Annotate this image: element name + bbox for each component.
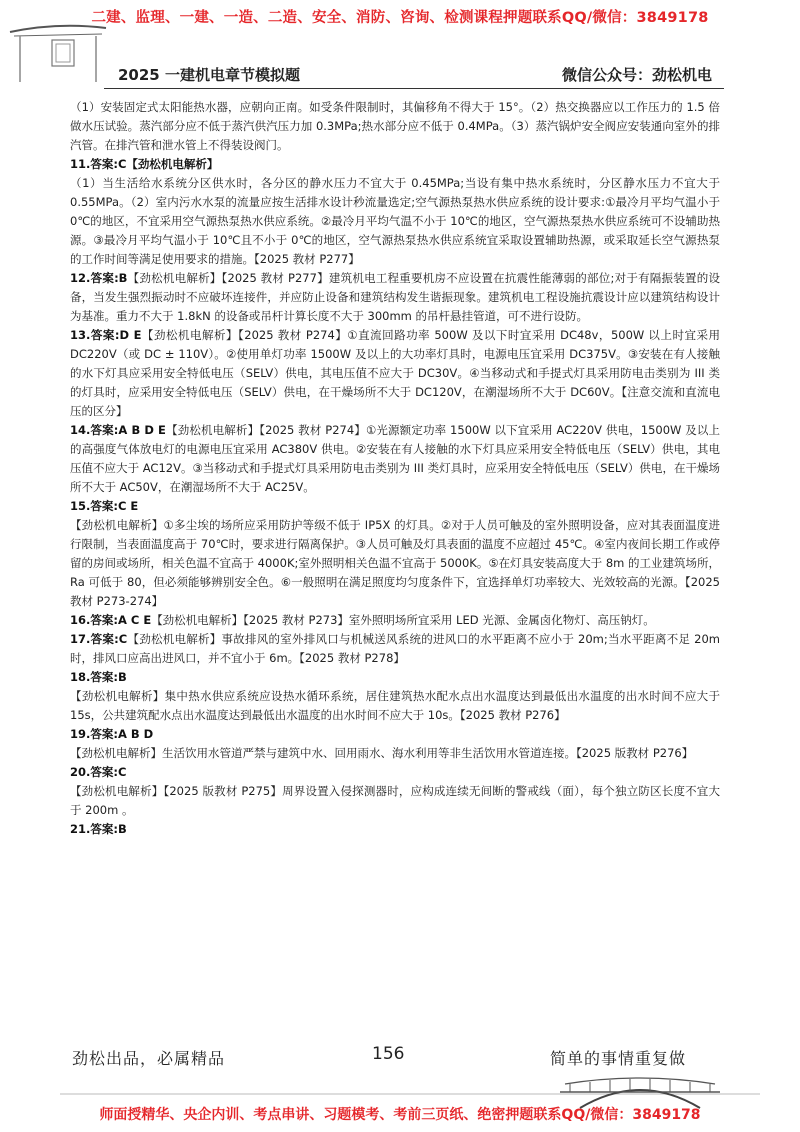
paragraph-text: 【劲松机电解析】【2025 教材 P273】室外照明场所宜采用 LED 光源、金属卤化物灯、高压钠灯。 [151, 613, 655, 627]
paragraph [70, 820, 720, 839]
answer-label: 18.答案:B [70, 670, 127, 684]
paragraph [70, 668, 720, 687]
paragraph-text: （1）安装固定式太阳能热水器，应朝向正南。如受条件限制时，其偏移角不得大于 15°。（2）热交换器应以工作压力的 1.5 倍做水压试验。蒸汽部分应不低于蒸汽供汽压力加 0.3MPa;热水部分应不低于 0.4MPa。（3）蒸汽锅炉安全阀应安装通向室外的排汽管。在排汽管和泄水管上不得装设阀门。 [70, 100, 720, 152]
header-title: 2025 一建机电章节模拟题 [118, 66, 300, 84]
answer-label: 16.答案:A C E [70, 613, 152, 627]
answer-label: 15.答案:C E [70, 499, 139, 513]
answer-label: 13.答案:D E [70, 328, 142, 342]
paragraph-text: 【劲松机电解析】生活饮用水管道严禁与建筑中水、回用雨水、海水利用等非生活饮用水管道连接。【2025 版教材 P276】 [70, 746, 694, 760]
paragraph [70, 155, 720, 174]
paragraph-text: 【劲松机电解析】【2025 教材 P277】建筑机电工程重要机房不应设置在抗震性能薄弱的部位;对于有隔振装置的设备，当发生强烈振动时不应破坏连接件，并应防止设备和建筑结构发生谐振现象。建筑机电工程设施抗震设计应以建筑结构设计为基准。重力不大于 1.8kN 的设备或吊杆计算长度不大于 300mm 的吊杆悬挂管道，可不进行设防。 [70, 271, 720, 323]
paragraph-text: 【劲松机电解析】集中热水供应系统应设热水循环系统，居住建筑热水配水点出水温度达到最低出水温度的出水时间不应大于 15s，公共建筑配水点出水温度达到最低出水温度的出水时间不应大于 10s。【2025 教材 P276】 [70, 689, 720, 722]
footer-slogan: 劲松出品，必属精品 [72, 1049, 226, 1068]
header-divider [104, 88, 724, 89]
paragraph [70, 516, 720, 611]
paragraph-text: （1）当生活给水系统分区供水时，各分区的静水压力不宜大于 0.45MPa;当设有集中热水系统时，分区静水压力不宜大于 0.55MPa。（2）室内污水水泵的流量应按生活排水设计秒流量选定;空气源热泵热水供应系统的设计要求:①最冷月平均气温小于 0℃的地区，不宜采用空气源热泵热水供应系统。②最冷月平均气温不小于 10℃的地区，空气源热泵热水供应系统可不设辅助热源。③最冷月平均气温小于 10℃且不小于 0℃的地区，空气源热泵热水供应系统宜采取设置辅助热源，或采取延长空气源热泵的工作时间等满足使用要求的措施。【2025 教材 P277】 [70, 176, 720, 266]
bottom-promo-banner: 师面授精华、央企内训、考点串讲、习题模考、考前三页纸、绝密押题联系QQ/微信：3849178 [99, 1107, 701, 1123]
answer-label: 19.答案:A B D [70, 727, 154, 741]
paragraph [70, 630, 720, 668]
paragraph [70, 269, 720, 326]
top-promo-banner: 二建、监理、一建、一造、二造、安全、消防、咨询、检测课程押题联系QQ/微信：3849178 [91, 10, 709, 26]
decorative-eave-ornament [8, 22, 108, 88]
paragraph [70, 744, 720, 763]
paragraph-text: 【劲松机电解析】【2025 教材 P274】①直流回路功率 500W 及以下时宜采用 DC48v，500W 以上时宜采用 DC220V（或 DC ± 110V）。②使用单灯功率 1500W 及以上的大功率灯具时，电源电压宜采用 DC375V。③安装在有人接触的水下灯具应采用安全特低电压（SELV）供电，其电压值不应大于 DC30V。④当移动式和手提式灯具采用防电击类别为 III 类的灯具时，应采用安全特低电压（SELV）供电，在干燥场所不大于 DC120V，在潮湿场所不大于 DC60V。【注意交流和直流电压的区分】 [70, 328, 720, 418]
answer-content [70, 98, 720, 839]
paragraph-text: 【劲松机电解析】事故排风的室外排风口与机械送风系统的进风口的水平距离不应小于 20m;当水平距离不足 20m 时，排风口应高出进风口，并不宜小于 6m。【2025 教材 P278】 [70, 632, 720, 665]
paragraph [70, 497, 720, 516]
paragraph-text: 【劲松机电解析】 [126, 157, 219, 171]
paragraph [70, 421, 720, 497]
footer-motto: 简单的事情重复做 [550, 1049, 687, 1068]
paragraph [70, 687, 720, 725]
paragraph [70, 763, 720, 782]
paragraph-text: 【劲松机电解析】①多尘埃的场所应采用防护等级不低于 IP5X 的灯具。②对于人员可触及的室外照明设备，应对其表面温度进行限制，当表面温度高于 70℃时，要求进行隔离保护。③人员可触及灯具表面的温度不应超过 45℃。④室内夜间长期工作或停留的房间或场所，相关色温不宜高于 4000K;室外照明相关色温不宜高于 5000K。⑤在灯具安装高度大于 8m 的工业建筑场所，Ra 可低于 80，但必须能够辨别安全色。⑥一般照明在满足照度均匀度条件下，宜选择单灯功率较大、光效较高的光源。【2025 教材 P273-274】 [70, 518, 720, 608]
answer-label: 17.答案:C [70, 632, 128, 646]
paragraph [70, 174, 720, 269]
answer-label: 12.答案:B [70, 271, 128, 285]
page-number: 156 [372, 1044, 405, 1064]
header-wechat-account: 微信公众号：劲松机电 [561, 66, 712, 84]
paragraph [70, 725, 720, 744]
paragraph [70, 326, 720, 421]
paragraph [70, 782, 720, 820]
answer-label: 14.答案:A B D E [70, 423, 166, 437]
paragraph [70, 98, 720, 155]
answer-label: 20.答案:C [70, 765, 127, 779]
paragraph [70, 611, 720, 630]
answer-label: 21.答案:B [70, 822, 127, 836]
paragraph-text: 【劲松机电解析】【2025 教材 P274】①光源额定功率 1500W 以下宜采用 AC220V 供电，1500W 及以上的高强度气体放电灯的电源电压宜采用 AC380V 供电。②安装在有人接触的水下灯具应采用安全特低电压（SELV）供电，其电压值不应大于 AC12V。③当移动式和手提式灯具采用防电击类别为 III 类灯具时，应采用安全特低电压（SELV）供电，在干燥场所不大于 AC50V，在潮湿场所不大于 AC25V。 [70, 423, 720, 494]
answer-label: 11.答案:C [70, 157, 127, 171]
paragraph-text: 【劲松机电解析】【2025 版教材 P275】周界设置入侵探测器时，应构成连续无间断的警戒线（面），每个独立防区长度不宜大于 200m 。 [70, 784, 720, 817]
